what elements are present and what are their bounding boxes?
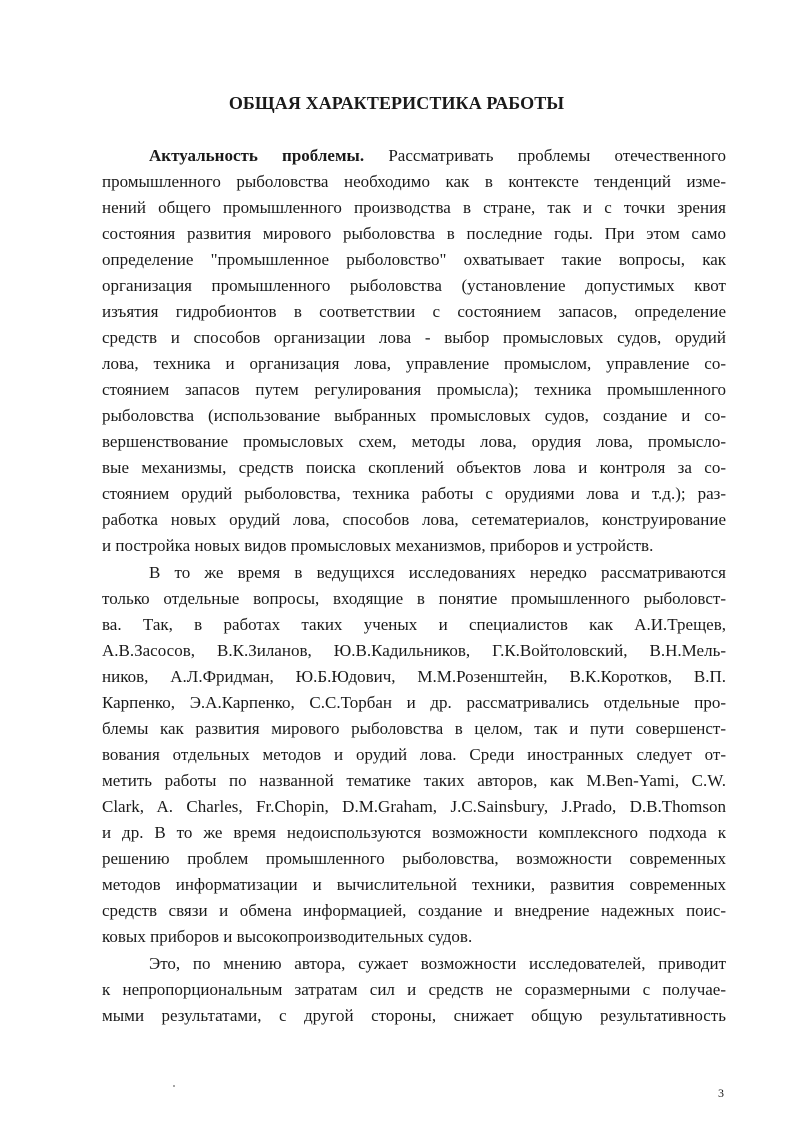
text-line: вования отдельных методов и орудий лова. Среди иностранных следует от- (102, 745, 726, 764)
text-line: ва. Так, в работах таких ученых и специалистов как А.И.Трещев, (102, 615, 726, 634)
text-line: вые механизмы, средств поиска скоплений объектов лова и контроля за со- (102, 458, 726, 477)
text-line: блемы как развития мирового рыболовства в целом, так и пути совершенст- (102, 719, 726, 738)
text-line: изъятия гидробионтов в соответствии с состоянием запасов, определение (102, 302, 726, 321)
text-line: состояния развития мирового рыболовства в последние годы. При этом само (102, 224, 726, 243)
text-line: нений общего промышленного производства в стране, так и с точки зрения (102, 198, 726, 217)
text-line: решению проблем промышленного рыболовства, возможности современных (102, 849, 726, 868)
paragraph-3-first-line: Это, по мнению автора, сужает возможности исследователей, приводит (149, 954, 726, 973)
text-line: только отдельные вопросы, входящие в понятие промышленного рыболовст- (102, 589, 726, 608)
text-line: метить работы по названной тематике таких авторов, как M.Ben-Yami, C.W. (102, 771, 726, 790)
text-line: методов информатизации и вычислительной техники, развития современных (102, 875, 726, 894)
paragraph-1-first-line (149, 146, 726, 166)
text-line: средств и способов организации лова - выбор промысловых судов, орудий (102, 328, 726, 347)
text-line: и др. В то же время недоиспользуются возможности комплексного подхода к (102, 823, 726, 842)
paragraph-2-first-line: В то же время в ведущихся исследованиях нередко рассматриваются (149, 563, 726, 582)
page-number: 3 (718, 1086, 724, 1100)
paragraph-1-first-line-text: Рассматривать проблемы отечественного (388, 146, 727, 165)
text-line: работка новых орудий лова, способов лова, сетематериалов, конструирование (102, 510, 726, 529)
text-line: Карпенко, Э.А.Карпенко, С.С.Торбан и др. рассматривались отдельные про- (102, 693, 726, 712)
text-line: и постройка новых видов промысловых механизмов, приборов и устройств. (102, 536, 654, 555)
text-line: ковых приборов и высокопроизводительных судов. (102, 927, 473, 946)
text-line: организация промышленного рыболовства (установление допустимых квот (102, 276, 726, 295)
text-line: средств связи и обмена информацией, создание и внедрение надежных поис- (102, 901, 726, 920)
text-line: стоянием орудий рыболовства, техника работы с орудиями лова и т.д.); раз- (102, 484, 726, 503)
page-title: ОБЩАЯ ХАРАКТЕРИСТИКА РАБОТЫ (228, 93, 565, 113)
text-line: стоянием запасов путем регулирования промысла); техника промышленного (102, 380, 726, 399)
text-line: лова, техника и организация лова, управление промыслом, управление со- (102, 354, 726, 373)
text-line: ников, А.Л.Фридман, Ю.Б.Юдович, М.М.Розенштейн, В.К.Коротков, В.П. (102, 667, 726, 686)
text-line: к непропорциональным затратам сил и средств не соразмерными с получае- (102, 980, 726, 999)
text-line: определение "промышленное рыболовство" охватывает такие вопросы, как (102, 250, 726, 269)
paragraph-1-lead: Актуальность проблемы. (149, 146, 365, 165)
text-line: мыми результатами, с другой стороны, снижает общую результативность (102, 1006, 726, 1025)
text-line: рыболовства (использование выбранных промысловых судов, создание и со- (102, 406, 726, 425)
scan-speck (173, 1085, 175, 1087)
text-line: промышленного рыболовства необходимо как в контексте тенденций изме- (102, 172, 726, 191)
text-line: вершенствование промысловых схем, методы лова, орудия лова, промысло- (102, 432, 726, 451)
text-line: Clark, A. Charles, Fr.Chopin, D.M.Graham, J.C.Sainsbury, J.Prado, D.B.Thomson (102, 797, 726, 816)
text-line: А.В.Засосов, В.К.Зиланов, Ю.В.Кадильников, Г.К.Войтоловский, В.Н.Мель- (102, 641, 726, 660)
